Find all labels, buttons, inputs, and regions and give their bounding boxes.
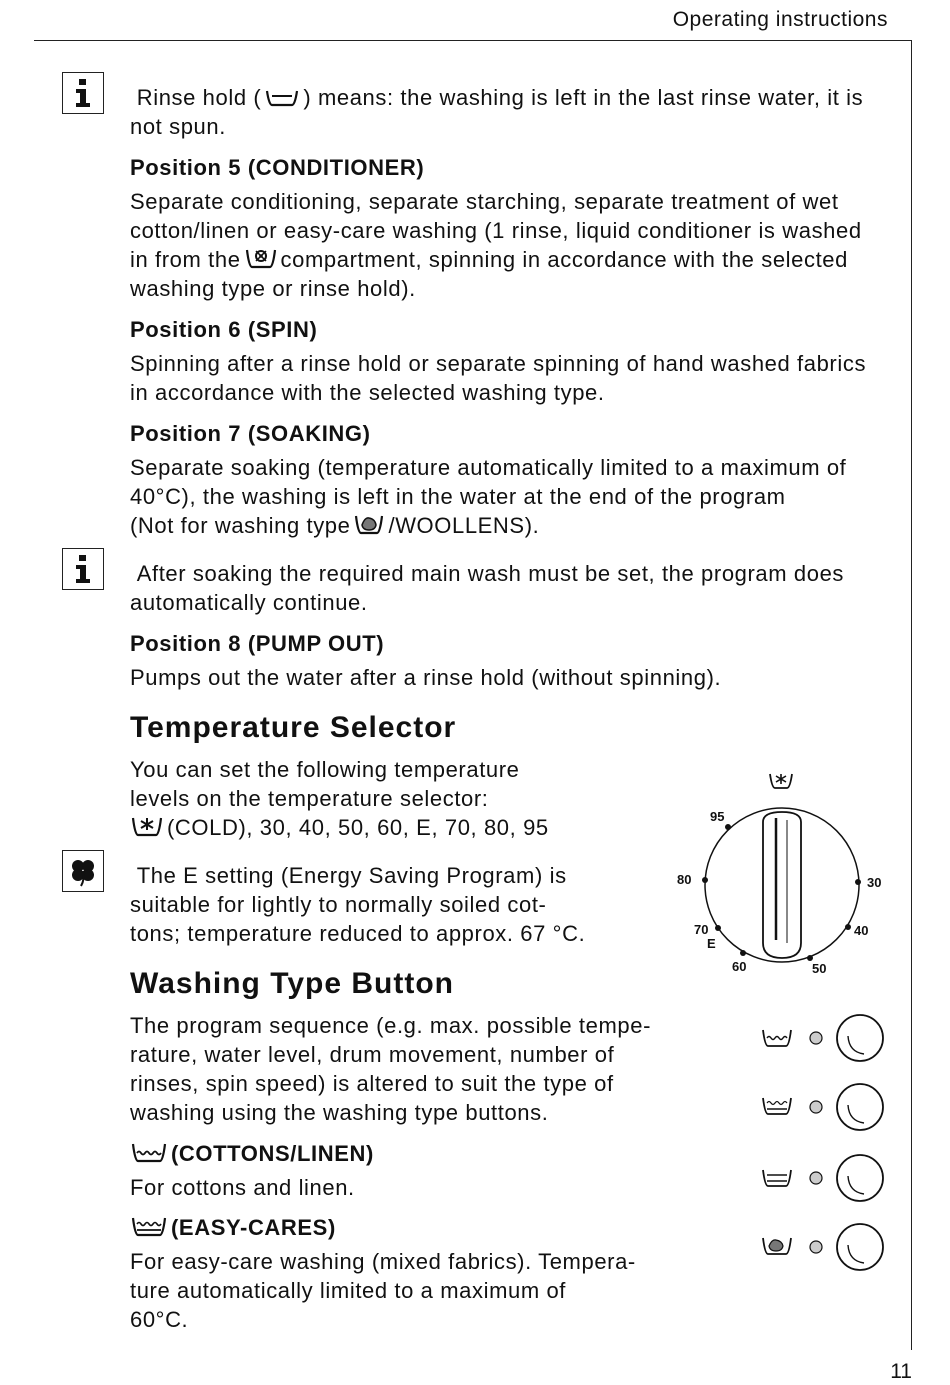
text-cottons-linen: For cottons and linen. [130,1175,355,1200]
text-temperature-selector: You can set the following temperature levels on the temperature selector: (COLD), 30, 40, 50, 60, E, 70, 80, 95 [130,757,549,840]
heading-position-6: Position 6 (SPIN) [130,317,318,342]
text-energy-saving: The E setting (Energy Saving Program) is suitable for lightly to normally soiled cot- tons; temperature reduced to approx. 67 °C. [130,863,586,946]
header-rule [34,40,912,41]
conditioner-compartment-icon [244,247,278,271]
dial-label-70: 70 [694,922,709,937]
heading-cottons-linen: (COTTONS/LINEN) [130,1141,374,1167]
dial-label-30: 30 [867,875,882,890]
woollens-icon [353,513,385,537]
info-icon [62,72,104,114]
dial-knob [763,812,801,958]
washing-type-buttons-panel [760,1010,900,1280]
heading-washing-type-button: Washing Type Button [130,967,454,1000]
page-number: 11 [890,1360,912,1383]
note-rinse-hold: Rinse hold ( ) means: the washing is left in the last rinse water, it is not spun. [130,85,864,139]
text-position-8: Pumps out the water after a rinse hold (without spinning). [130,665,722,690]
heading-position-7: Position 7 (SOAKING) [130,421,371,446]
dial-label-50: 50 [812,961,827,976]
info-icon [62,548,104,590]
dial-label-80: 80 [677,872,692,887]
text-washing-type: The program sequence (e.g. max. possible tempe- rature, water level, drum movement, number of rinses, spin speed) is altered to suit the type of washing using the washing type buttons. [130,1013,651,1125]
woollens-button-row [763,1224,883,1270]
heading-temperature-selector: Temperature Selector [130,711,457,744]
text-easy-cares: For easy-care washing (mixed fabrics). Tempera- ture automatically limited to a maximum of 60°C. [130,1249,636,1332]
text-position-7: Separate soaking (temperature automatically limited to a maximum of 40°C), the washing is left in the water at the end of the program (Not for washing type /WOOLLENS). [130,455,847,538]
clover-icon [62,850,104,892]
dial-label-40: 40 [854,923,869,938]
heading-position-8: Position 8 (PUMP OUT) [130,631,385,656]
dial-label-60: 60 [732,959,747,974]
header-title: Operating instructions [672,8,888,31]
easy-cares-icon [130,1215,168,1239]
delicates-button-row [763,1155,883,1201]
margin-rule [911,40,912,1350]
temperature-dial [660,760,900,990]
cottons-linen-icon [130,1141,168,1165]
heading-easy-cares: (EASY-CARES) [130,1215,336,1241]
dial-cold-symbol [770,774,792,788]
text-position-5: Separate conditioning, separate starching, separate treatment of wet cotton/linen or easy-care washing (1 rinse, liquid conditioner is washed in from the compartment, spinning in accordance with the selected washing type or rinse hold). [130,189,862,301]
note-soaking: After soaking the required main wash must be set, the program does automatically continue. [130,561,844,615]
dial-label-e: E [707,936,716,951]
rinse-hold-icon [264,87,300,109]
cottons-button-row [763,1015,883,1061]
heading-position-5: Position 5 (CONDITIONER) [130,155,425,180]
cold-icon [130,815,164,839]
easy-cares-button-row [763,1084,883,1130]
text-position-6: Spinning after a rinse hold or separate spinning of hand washed fabrics in accordance with the selected washing type. [130,351,867,405]
dial-label-95: 95 [710,809,725,824]
